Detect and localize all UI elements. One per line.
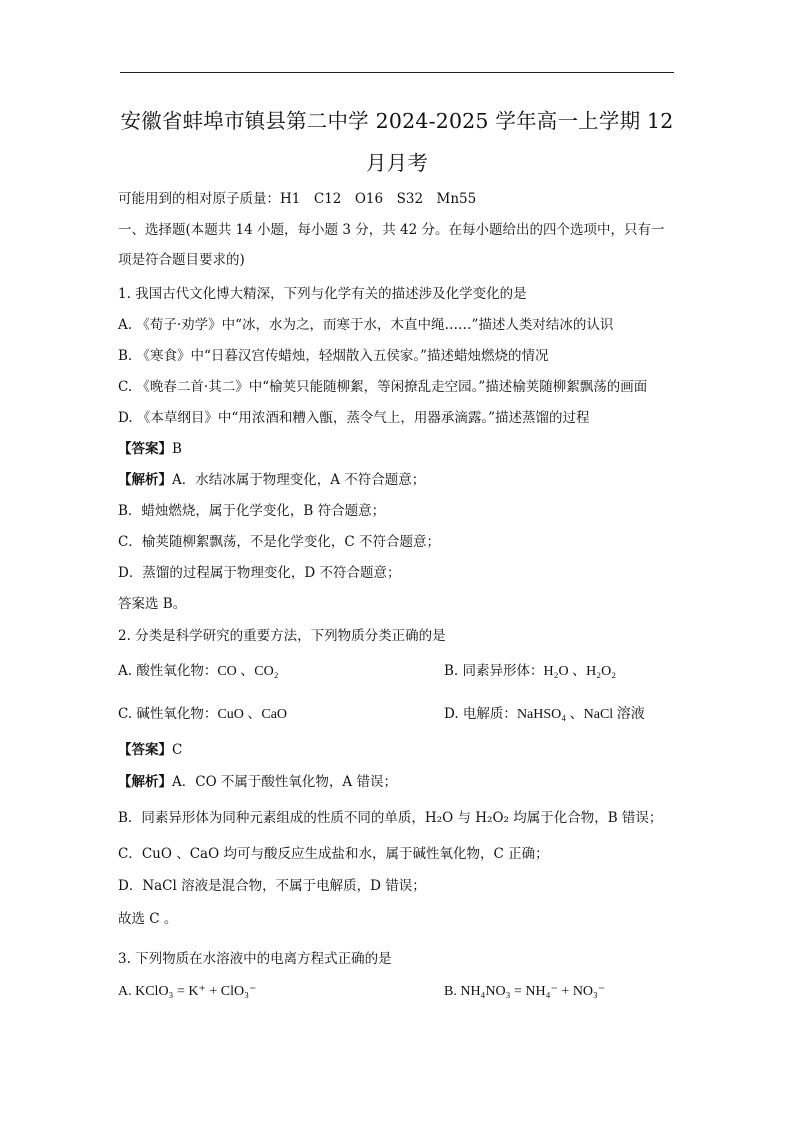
q2-stem: 2. 分类是科学研究的重要方法，下列物质分类正确的是 — [118, 628, 446, 644]
atomic-masses: 可能用到的相对原子质量：H1 C12 O16 S32 Mn55 — [118, 191, 477, 207]
q3-option-a: A. KClO₃ = K⁺ + ClO₃⁻ — [118, 984, 257, 999]
q2-analysis-a — [118, 770, 397, 790]
q2-option-b — [444, 659, 616, 680]
option-label: A. 酸性氧化物： — [118, 663, 218, 679]
answer-label: 【答案】 — [118, 441, 172, 457]
header-rule — [120, 72, 674, 73]
section-instructions-line-2: 项是符合题目要求的) — [118, 252, 245, 268]
q1-analysis-b: B．蜡烛燃烧，属于化学变化，B 符合题意； — [118, 503, 386, 519]
analysis-text: A．水结冰属于物理变化，A 不符合题意； — [172, 472, 426, 488]
option-label: B. 同素异形体： — [444, 663, 544, 679]
q1-option-c: C. 《晚春二首·其二》中“榆荚只能随柳絮，等闲撩乱走空园。”描述榆荚随柳絮飘荡的画面 — [118, 379, 648, 395]
page-title-line-2: 月月考 — [365, 151, 429, 175]
option-formula: H₂O 、H₂O₂ — [543, 664, 617, 679]
q2-analysis-b: B．同素异形体为同种元素组成的性质不同的单质，H₂O 与 H₂O₂ 均属于化合物，B 错误； — [118, 810, 663, 826]
q1-option-a: A. 《荀子·劝学》中“冰，水为之，而寒于水，木直中绳……”描述人类对结冰的认识 — [118, 317, 614, 333]
section-instructions-line-1: 一、选择题(本题共 14 小题，每小题 3 分，共 42 分。在每小题给出的四个选项中，只有一 — [118, 222, 665, 238]
q2-answer — [118, 738, 182, 758]
analysis-label: 【解析】 — [118, 472, 172, 488]
analysis-label: 【解析】 — [118, 774, 172, 790]
option-label: C. 碱性氧化物： — [118, 706, 218, 722]
q1-stem: 1. 我国古代文化博大精深，下列与化学有关的描述涉及化学变化的是 — [118, 286, 527, 302]
q2-analysis-d: D．NaCl 溶液是混合物，不属于电解质，D 错误； — [118, 878, 426, 894]
answer-value: B — [172, 441, 182, 457]
q1-option-d: D. 《本草纲目》中“用浓酒和糟入甑，蒸令气上，用器承滴露。”描述蒸馏的过程 — [118, 410, 590, 426]
option-formula: CuO 、CaO — [217, 707, 288, 722]
option-label: D. 电解质： — [444, 706, 517, 722]
option-formula: CO 、CO₂ — [217, 664, 279, 679]
q1-analysis-d: D．蒸馏的过程属于物理变化，D 不符合题意； — [118, 565, 401, 581]
analysis-text: A．CO 不属于酸性氧化物，A 错误； — [172, 774, 397, 790]
q1-analysis-c: C．榆荚随柳絮飘荡，不是化学变化，C 不符合题意； — [118, 534, 440, 550]
q1-answer — [118, 437, 182, 457]
q3-stem: 3. 下列物质在水溶液中的电离方程式正确的是 — [118, 951, 392, 967]
answer-value: C — [172, 742, 183, 758]
q1-conclusion: 答案选 B。 — [118, 596, 187, 612]
q2-option-d — [444, 702, 645, 723]
q2-option-a — [118, 659, 279, 680]
q2-analysis-c: C．CuO 、CaO 均可与酸反应生成盐和水，属于碱性氧化物，C 正确； — [118, 846, 549, 862]
q3-option-b: B. NH₄NO₃ = NH₄⁻ + NO₃⁻ — [444, 984, 606, 999]
q2-option-c — [118, 702, 287, 723]
q2-conclusion: 故选 C 。 — [118, 911, 178, 927]
answer-label: 【答案】 — [118, 742, 172, 758]
q1-option-b: B. 《寒食》中“日暮汉宫传蜡烛，轻烟散入五侯家。”描述蜡烛燃烧的情况 — [118, 348, 549, 364]
q1-analysis-a — [118, 468, 425, 488]
page-title-line-1: 安徽省蚌埠市镇县第二中学 2024-2025 学年高一上学期 12 — [120, 109, 674, 133]
option-formula: NaHSO₄ 、NaCl 溶液 — [516, 707, 645, 722]
